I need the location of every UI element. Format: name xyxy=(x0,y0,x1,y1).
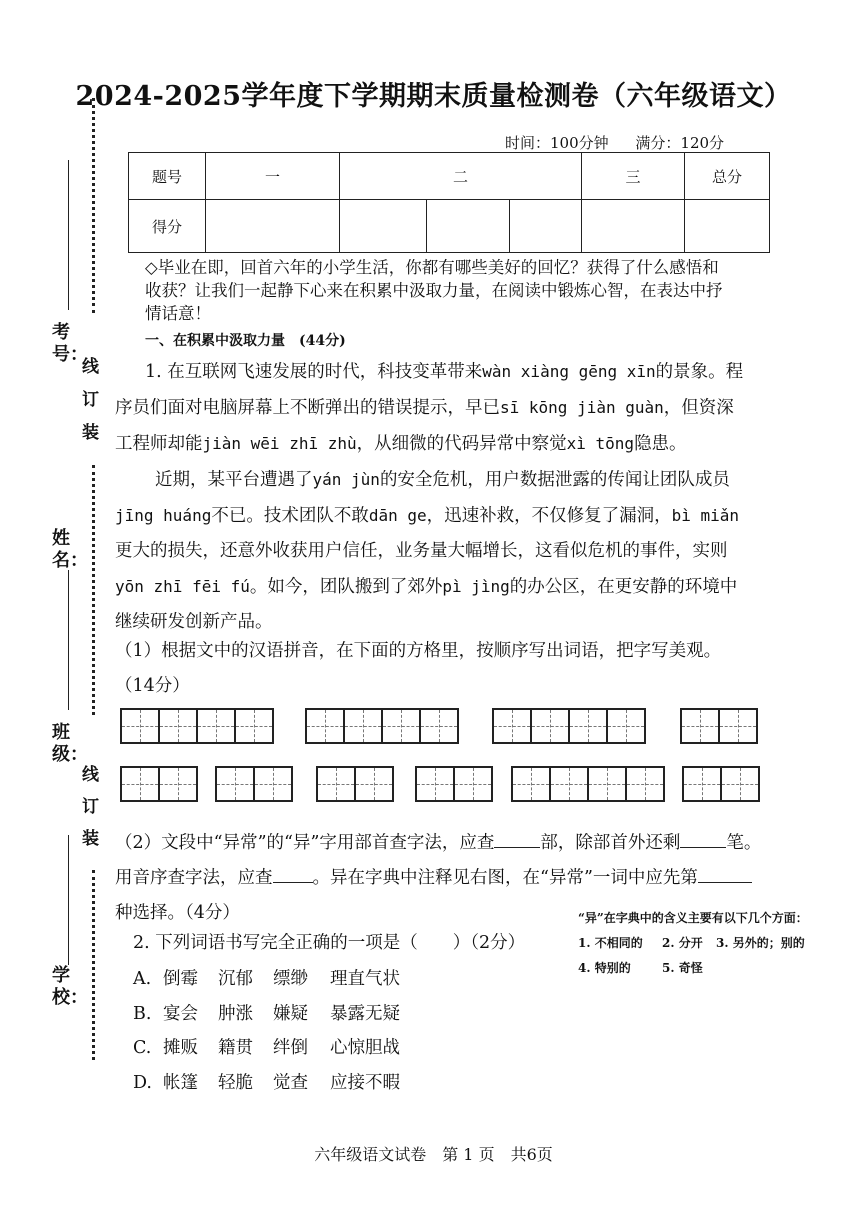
passage-line: 序员们面对电脑屏幕上不断弹出的错误提示，早已sī kōng jiàn guàn，但资深 xyxy=(115,398,734,418)
intro-line: ◇毕业在即，回首六年的小学生活，你都有哪些美好的回忆？获得了什么感悟和 xyxy=(145,258,719,277)
answer-grid-word1[interactable] xyxy=(122,708,274,744)
dict-note-item: 5. 奇怪 xyxy=(662,961,703,975)
binding-dotted-line xyxy=(92,870,95,1060)
phonetic-blank[interactable] xyxy=(273,882,313,883)
grid-cell[interactable] xyxy=(511,766,551,802)
class-label: 班级： xyxy=(52,722,88,765)
dict-note-title: “异”在字典中的含义主要有以下几个方面： xyxy=(578,911,808,925)
q1-passage xyxy=(115,354,785,640)
intro-paragraph xyxy=(145,256,723,325)
exam-no-write-line[interactable] xyxy=(68,160,69,310)
school-label: 学校： xyxy=(52,965,88,1008)
exam-meta xyxy=(505,132,746,153)
grid-cell[interactable] xyxy=(625,766,665,802)
answer-grid-word8[interactable] xyxy=(417,766,493,802)
grid-cell[interactable] xyxy=(253,766,293,802)
radical-blank[interactable] xyxy=(494,847,540,848)
name-label: 姓名： xyxy=(52,528,88,571)
sub2-line: （2）文段中“异常”的“异”字用部首查字法，应查 部，除部首外还剩 笔。 xyxy=(115,833,762,853)
page-footer: 六年级语文试卷 第 1 页 共6页 xyxy=(314,1145,553,1164)
grid-cell[interactable] xyxy=(453,766,493,802)
sub1-instruction: （1）根据文中的汉语拼音，在下面的方格里，按顺序写出词语，把字写美观。 xyxy=(115,641,722,661)
option-b[interactable]: B. 宴会 肿涨 嫌疑 暴露无疑 xyxy=(133,1003,400,1024)
grid-cell[interactable] xyxy=(234,708,274,744)
option-a[interactable]: A. 倒霉 沉郁 缥缈 理直气状 xyxy=(133,969,400,989)
answer-grid-word3[interactable] xyxy=(494,708,646,744)
grid-cell[interactable] xyxy=(158,766,198,802)
dict-note-item: 4. 特别的 xyxy=(578,961,631,975)
meaning-choice-blank[interactable] xyxy=(698,882,752,883)
score-table-header-cell: 总分 xyxy=(685,153,770,200)
score-cell[interactable] xyxy=(685,200,770,253)
grid-cell[interactable] xyxy=(354,766,394,802)
score-table-header-cell: 二 xyxy=(340,153,582,200)
grid-cell[interactable] xyxy=(381,708,421,744)
q1-sub1 xyxy=(115,634,795,704)
passage-line: 更大的损失，还意外收获用户信任，业务量大幅增长，这看似危机的事件，实则 xyxy=(115,541,728,561)
answer-grid-word5[interactable] xyxy=(122,766,198,802)
answer-grid-word6[interactable] xyxy=(217,766,293,802)
grid-cell[interactable] xyxy=(568,708,608,744)
grid-cell[interactable] xyxy=(316,766,356,802)
grid-cell[interactable] xyxy=(549,766,589,802)
score-table-header-cell: 三 xyxy=(582,153,685,200)
binding-dotted-line xyxy=(92,465,95,715)
binding-char: 装 xyxy=(82,829,99,849)
grid-cell[interactable] xyxy=(720,766,760,802)
passage-line: yōn zhī fēi fú。如今，团队搬到了郊外pì jìng的办公区，在更安静的环境中 xyxy=(115,577,738,597)
dict-note-row xyxy=(578,956,818,981)
score-table-header-cell: 题号 xyxy=(129,153,206,200)
binding-char: 线 xyxy=(82,765,99,785)
exam-full-score: 满分：120分 xyxy=(635,134,725,152)
sub2-line: 种选择。（4分） xyxy=(115,903,240,923)
dict-note-item: 3. 另外的；别的 xyxy=(716,936,805,950)
score-table xyxy=(128,152,770,253)
answer-grid-word4[interactable] xyxy=(682,708,758,744)
score-table-row-label: 得分 xyxy=(129,200,206,253)
passage-line: 近期，某平台遭遇了yán jùn的安全危机，用户数据泄露的传闻让团队成员 xyxy=(155,470,730,490)
option-d[interactable]: D. 帐篷 轻脆 觉查 应接不暇 xyxy=(133,1072,400,1093)
grid-cell[interactable] xyxy=(680,708,720,744)
grid-cell[interactable] xyxy=(120,766,160,802)
section1-heading: 一、在积累中汲取力量 (44分) xyxy=(145,333,346,349)
page-title: 2024-2025学年度下学期期末质量检测卷（六年级语文） xyxy=(75,81,792,112)
grid-cell[interactable] xyxy=(492,708,532,744)
q2-options xyxy=(133,962,400,1100)
class-write-line[interactable] xyxy=(68,570,69,710)
binding-char: 订 xyxy=(82,797,99,817)
dict-note-item: 2. 分开 xyxy=(662,936,703,950)
sub1-score: （14分） xyxy=(115,676,190,696)
passage-line: jīng huáng不已。技术团队不敢dān ge，迅速补救，不仅修复了漏洞，bì miǎn xyxy=(115,506,740,526)
intro-line: 收获？让我们一起静下心来在积累中汲取力量，在阅读中锻炼心智，在表达中抒 xyxy=(145,281,723,300)
answer-grid-word2[interactable] xyxy=(307,708,459,744)
score-cell[interactable] xyxy=(510,200,582,253)
grid-cell[interactable] xyxy=(606,708,646,744)
binding-char: 装 xyxy=(82,423,99,443)
dict-note-row xyxy=(578,931,818,956)
q2-stem: 2. 下列词语书写完全正确的一项是（ ）（2分） xyxy=(133,933,526,953)
option-c[interactable]: C. 摊贩 籍贯 绊倒 心惊胆战 xyxy=(133,1038,400,1058)
answer-grid-word7[interactable] xyxy=(318,766,394,802)
binding-dotted-line xyxy=(92,98,95,313)
score-cell[interactable] xyxy=(582,200,685,253)
strokes-blank[interactable] xyxy=(680,847,726,848)
grid-cell[interactable] xyxy=(530,708,570,744)
grid-cell[interactable] xyxy=(415,766,455,802)
binding-char: 订 xyxy=(82,390,99,410)
intro-line: 情话意！ xyxy=(145,304,211,323)
exam-no-label: 考号： xyxy=(52,322,88,365)
school-write-line[interactable] xyxy=(68,835,69,965)
sub2-line: 用音序查字法，应查 。异在字典中注释见右图，在“异常”一词中应先第 xyxy=(115,861,805,896)
answer-grid-word9[interactable] xyxy=(513,766,665,802)
grid-cell[interactable] xyxy=(682,766,722,802)
score-table-header-cell: 一 xyxy=(206,153,340,200)
binding-char: 线 xyxy=(82,357,99,377)
grid-cell[interactable] xyxy=(343,708,383,744)
grid-cell[interactable] xyxy=(718,708,758,744)
dict-note-item: 1. 不相同的 xyxy=(578,936,643,950)
score-cell[interactable] xyxy=(427,200,510,253)
exam-time: 时间：100分钟 xyxy=(505,134,609,152)
grid-cell[interactable] xyxy=(305,708,345,744)
dictionary-note xyxy=(578,906,818,981)
grid-cell[interactable] xyxy=(419,708,459,744)
answer-grid-word10[interactable] xyxy=(684,766,760,802)
score-cell[interactable] xyxy=(340,200,427,253)
passage-line: 工程师却能jiàn wēi zhī zhù，从细微的代码异常中察觉xì tōng隐患。 xyxy=(115,434,687,454)
passage-line: 1. 在互联网飞速发展的时代，科技变革带来wàn xiàng gēng xīn的景象。程 xyxy=(145,362,744,382)
grid-cell[interactable] xyxy=(120,708,160,744)
grid-cell[interactable] xyxy=(587,766,627,802)
grid-cell[interactable] xyxy=(158,708,198,744)
grid-cell[interactable] xyxy=(215,766,255,802)
grid-cell[interactable] xyxy=(196,708,236,744)
passage-line: 继续研发创新产品。 xyxy=(115,612,273,632)
score-cell[interactable] xyxy=(206,200,340,253)
